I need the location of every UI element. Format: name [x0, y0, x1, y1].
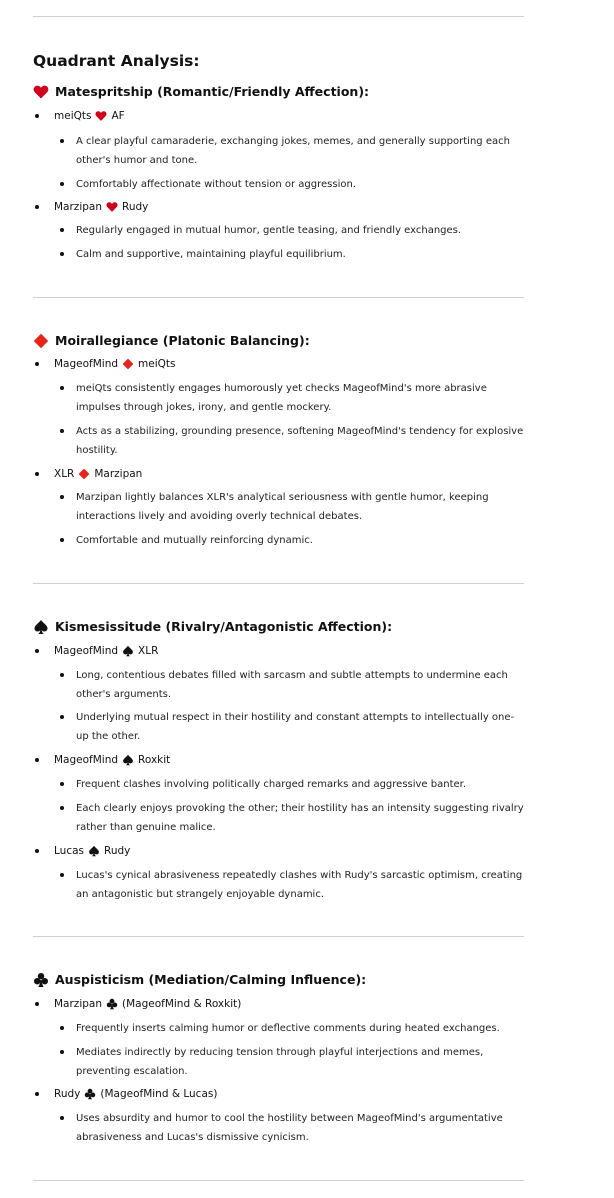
pair-left-name: Lucas: [54, 845, 84, 857]
pair-label: [54, 356, 176, 372]
pair-left-name: MageofMind: [54, 645, 119, 657]
bullet: [35, 205, 39, 209]
detail-text: Lucas's cynical abrasiveness repeatedly clashes with Rudy's sarcastic optimism, creating an antagonistic but strangely enjoyable dynamic.: [76, 870, 523, 900]
pair-left-name: meiQts: [54, 110, 92, 122]
pair-label: [54, 843, 130, 859]
spade-icon: [122, 645, 134, 657]
pair-label: [54, 643, 158, 659]
sub-bullet: [60, 1050, 64, 1054]
spade-icon: [33, 619, 49, 635]
sub-bullet: [60, 806, 64, 810]
detail-text: Calm and supportive, maintaining playful equilibrium.: [76, 249, 346, 260]
pair-label: [54, 466, 142, 482]
detail-text: Frequent clashes involving politically charged remarks and aggressive banter.: [76, 779, 467, 790]
detail-text: Marzipan lightly balances XLR's analytical seriousness with gentle humor, keeping interactions lively and avoiding overly technical debates.: [76, 492, 489, 522]
detail-text: A clear playful camaraderie, exchanging jokes, memes, and generally supporting each other's humor and tone.: [76, 136, 510, 166]
sub-bullet: [60, 429, 64, 433]
pair-label: [54, 1086, 217, 1102]
section-heading-text: Matespritship (Romantic/Friendly Affection):: [55, 84, 370, 99]
diamond-icon: [33, 333, 49, 349]
pair-left-name: Marzipan: [54, 998, 102, 1010]
pair-label: [54, 752, 170, 768]
club-icon: [106, 998, 118, 1010]
pair-right-name: Rudy: [122, 201, 149, 213]
pair-right-name: Marzipan: [94, 468, 143, 480]
detail-text: Regularly engaged in mutual humor, gentle teasing, and friendly exchanges.: [76, 225, 462, 236]
bullet: [35, 849, 39, 853]
heart-icon: [95, 110, 107, 122]
bullet: [35, 114, 39, 118]
detail-text: Underlying mutual respect in their hostility and constant attempts to intellectually one-up the other.: [76, 712, 515, 742]
pair-left-name: MageofMind: [54, 358, 119, 370]
section-heading-text: Moirallegiance (Platonic Balancing):: [55, 333, 310, 348]
section-heading-text: Kismesissitude (Rivalry/Antagonistic Affection):: [55, 619, 393, 634]
sub-bullet: [60, 715, 64, 719]
pair-left-name: MageofMind: [54, 754, 119, 766]
bullet: [35, 362, 39, 366]
section-heading: [33, 618, 392, 636]
pair-right-name: Roxkit: [138, 754, 171, 766]
pair-right-name: XLR: [138, 645, 159, 657]
sub-bullet: [60, 252, 64, 256]
detail-text: Comfortably affectionate without tension or aggression.: [76, 179, 356, 190]
detail-text: Acts as a stabilizing, grounding presence, softening MageofMind's tendency for explosive hostility.: [76, 426, 524, 456]
detail-text: Long, contentious debates filled with sarcasm and subtle attempts to undermine each other's arguments.: [76, 670, 508, 700]
sub-bullet: [60, 538, 64, 542]
pair-label: [54, 199, 148, 215]
sub-bullet: [60, 873, 64, 877]
heart-icon: [106, 201, 118, 213]
pair-label: [54, 108, 125, 124]
pair-left-name: XLR: [54, 468, 75, 480]
sub-bullet: [60, 228, 64, 232]
diamond-icon: [122, 358, 134, 370]
detail-text: Each clearly enjoys provoking the other; their hostility has an intensity suggesting rivalry rather than genuine malice.: [76, 803, 524, 833]
sub-bullet: [60, 182, 64, 186]
section-divider: [33, 16, 524, 17]
detail-text: Comfortable and mutually reinforcing dynamic.: [76, 535, 313, 546]
detail-text: Frequently inserts calming humor or deflective comments during heated exchanges.: [76, 1023, 500, 1034]
spade-icon: [88, 845, 100, 857]
bullet: [35, 649, 39, 653]
pair-left-name: Marzipan: [54, 201, 102, 213]
pair-label: [54, 996, 241, 1012]
section-divider: [33, 583, 524, 584]
diamond-icon: [78, 468, 90, 480]
sub-bullet: [60, 139, 64, 143]
section-heading: [33, 332, 310, 350]
sub-bullet: [60, 495, 64, 499]
club-icon: [84, 1088, 96, 1100]
sub-bullet: [60, 1026, 64, 1030]
section-heading: [33, 971, 366, 989]
page-title: Quadrant Analysis:: [33, 52, 200, 70]
club-icon: [33, 972, 49, 988]
detail-text: Mediates indirectly by reducing tension through playful interjections and memes, preventing escalation.: [76, 1047, 484, 1077]
section-heading: [33, 83, 369, 101]
section-heading-text: Auspisticism (Mediation/Calming Influence):: [55, 972, 367, 987]
section-divider: [33, 297, 524, 298]
heart-icon: [33, 84, 49, 100]
bullet: [35, 472, 39, 476]
sub-bullet: [60, 673, 64, 677]
section-divider: [33, 1180, 524, 1181]
pair-right-name: (MageofMind & Lucas): [100, 1088, 218, 1100]
section-divider: [33, 936, 524, 937]
bullet: [35, 1002, 39, 1006]
detail-text: meiQts consistently engages humorously yet checks MageofMind's more abrasive impulses through jokes, irony, and gentle mockery.: [76, 383, 487, 413]
pair-left-name: Rudy: [54, 1088, 81, 1100]
pair-right-name: AF: [111, 110, 125, 122]
pair-right-name: Rudy: [104, 845, 131, 857]
bullet: [35, 1092, 39, 1096]
bullet: [35, 758, 39, 762]
pair-right-name: (MageofMind & Roxkit): [122, 998, 242, 1010]
sub-bullet: [60, 1116, 64, 1120]
spade-icon: [122, 754, 134, 766]
pair-right-name: meiQts: [138, 358, 176, 370]
detail-text: Uses absurdity and humor to cool the hostility between MageofMind's argumentative abrasiveness and Lucas's dismissive cynicism.: [76, 1113, 503, 1143]
sub-bullet: [60, 782, 64, 786]
sub-bullet: [60, 386, 64, 390]
